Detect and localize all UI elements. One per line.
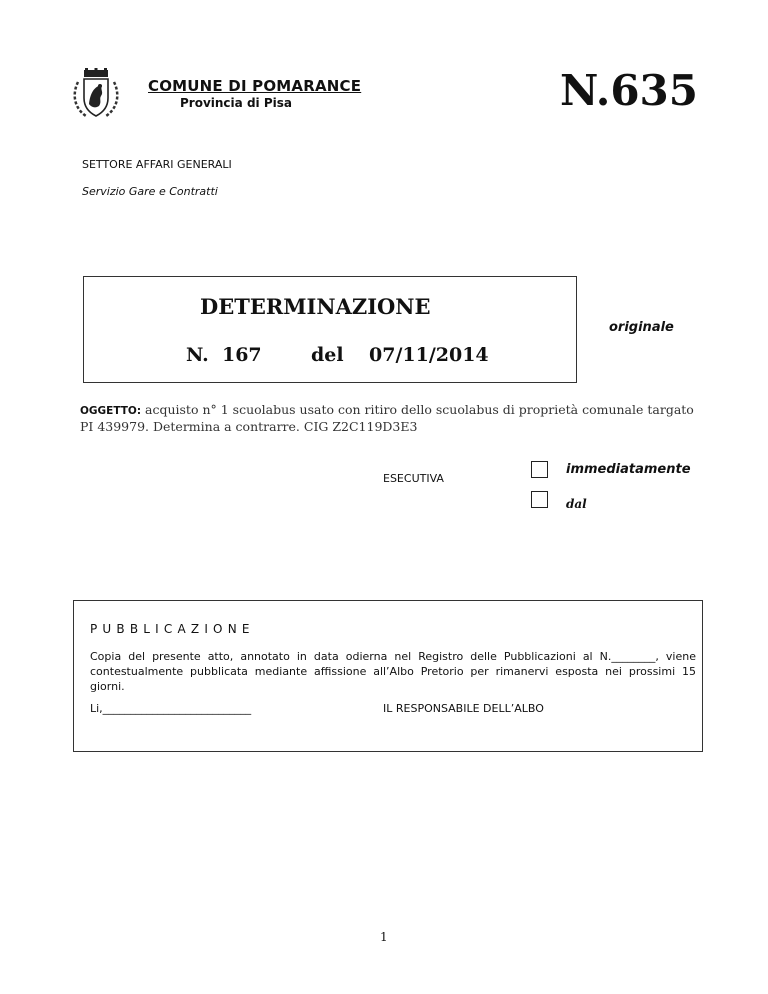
provincia-name: Provincia di Pisa — [180, 96, 292, 110]
esecutiva-label: ESECUTIVA — [383, 472, 444, 485]
responsabile-label: IL RESPONSABILE DELL’ALBO — [383, 702, 544, 715]
copy-type-label: originale — [609, 320, 674, 335]
comune-crest-icon — [72, 68, 120, 120]
immediatamente-label: immediatamente — [566, 462, 691, 477]
document-number: N.635 — [560, 66, 698, 115]
determinazione-box — [83, 276, 577, 383]
oggetto-paragraph — [80, 402, 698, 435]
servizio-label: Servizio Gare e Contratti — [82, 185, 218, 198]
determinazione-del-label: del — [311, 344, 344, 366]
dal-checkbox[interactable] — [531, 491, 548, 508]
determinazione-number: N. 167 — [186, 344, 262, 366]
li-signature-line: Li,___________________________ — [90, 702, 252, 715]
dal-label: dal — [566, 497, 587, 511]
oggetto-label: OGGETTO: — [80, 405, 142, 417]
immediatamente-checkbox[interactable] — [531, 461, 548, 478]
determinazione-date: 07/11/2014 — [369, 344, 489, 366]
comune-name: COMUNE DI POMARANCE — [148, 77, 362, 95]
determinazione-title: DETERMINAZIONE — [200, 294, 431, 319]
oggetto-text: acquisto n° 1 scuolabus usato con ritiro dello scuolabus di proprietà comunale targato PI 439979. Determina a contrarre. CIG Z2C119D3E3 — [80, 402, 694, 434]
pubblicazione-title: PUBBLICAZIONE — [90, 622, 255, 636]
page-number: 1 — [380, 930, 388, 944]
pubblicazione-text: Copia del presente atto, annotato in data odierna nel Registro delle Pubblicazioni al N.________, viene contestualmente pubblicata mediante affissione all’Albo Pretorio per rimanervi esposta nei prossimi 15 giorni. — [90, 650, 696, 693]
settore-label: SETTORE AFFARI GENERALI — [82, 158, 232, 171]
